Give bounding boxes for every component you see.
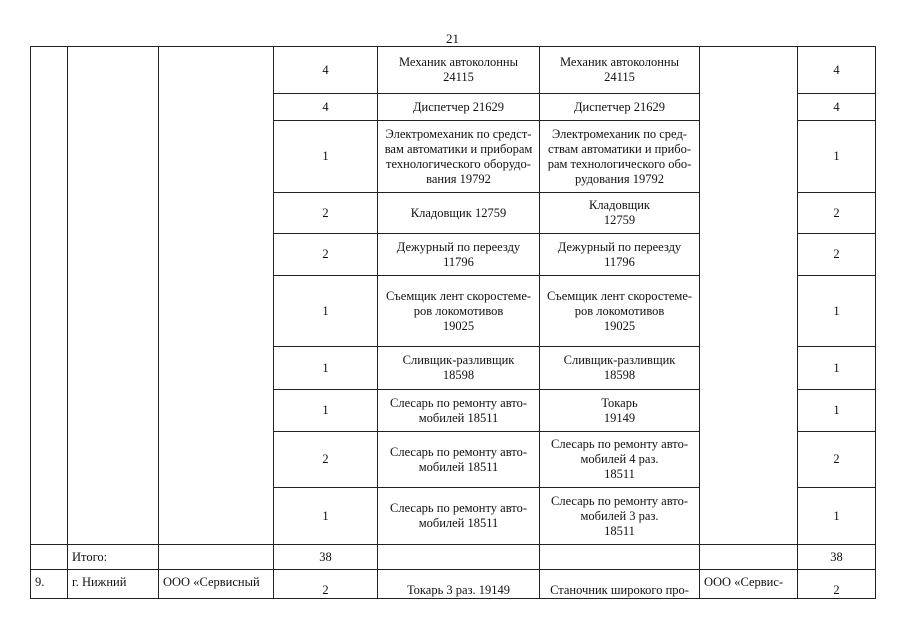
new-quantity: 2 xyxy=(798,570,876,599)
city-cell xyxy=(68,47,159,545)
new-organization: ООО «Сервис- xyxy=(700,570,798,599)
row-number: 9. xyxy=(31,570,68,599)
new-profession: Станочник широкого про- xyxy=(540,570,700,599)
profession-cell: Съемщик лент скоростеме- ров локомотивов 19025 xyxy=(378,276,540,347)
quantity-cell: 4 xyxy=(274,94,378,121)
row-number-cell xyxy=(31,47,68,545)
total-quantity-new: 38 xyxy=(798,545,876,570)
total-label: Итого: xyxy=(68,545,159,570)
profession-cell: Дежурный по переезду 11796 xyxy=(378,234,540,276)
profession-cell: Электромеханик по средст- вам автоматики и приборам технологического оборудо- вания 19792 xyxy=(378,121,540,193)
quantity-cell: 2 xyxy=(274,193,378,234)
new-quantity-cell: 1 xyxy=(798,347,876,390)
quantity-cell: 4 xyxy=(274,47,378,94)
total-quantity: 38 xyxy=(274,545,378,570)
profession-cell: Диспетчер 21629 xyxy=(378,94,540,121)
new-profession-cell: Механик автоколонны 24115 xyxy=(540,47,700,94)
new-quantity-cell: 2 xyxy=(798,234,876,276)
quantity-cell: 1 xyxy=(274,488,378,545)
new-profession-cell: Слесарь по ремонту авто- мобилей 3 раз. 18511 xyxy=(540,488,700,545)
profession-cell: Кладовщик 12759 xyxy=(378,193,540,234)
total-number-cell xyxy=(31,545,68,570)
total-row xyxy=(31,545,876,570)
profession: Токарь 3 раз. 19149 xyxy=(378,570,540,599)
new-profession-cell: Диспетчер 21629 xyxy=(540,94,700,121)
new-quantity-cell: 1 xyxy=(798,488,876,545)
total-empty-cell xyxy=(159,545,274,570)
new-profession-cell: Кладовщик 12759 xyxy=(540,193,700,234)
staffing-table xyxy=(30,46,876,599)
quantity-cell: 1 xyxy=(274,390,378,432)
new-profession-cell: Дежурный по переезду 11796 xyxy=(540,234,700,276)
total-empty-cell xyxy=(540,545,700,570)
quantity-cell: 1 xyxy=(274,121,378,193)
total-empty-cell xyxy=(378,545,540,570)
page-number: 21 xyxy=(446,31,459,46)
organization: ООО «Сервисный xyxy=(159,570,274,599)
new-quantity-cell: 4 xyxy=(798,47,876,94)
quantity-cell: 1 xyxy=(274,347,378,390)
city: г. Нижний xyxy=(68,570,159,599)
new-profession-cell: Слесарь по ремонту авто- мобилей 4 раз. 18511 xyxy=(540,432,700,488)
organization-cell xyxy=(159,47,274,545)
profession-cell: Слесарь по ремонту авто- мобилей 18511 xyxy=(378,390,540,432)
profession-cell: Механик автоколонны 24115 xyxy=(378,47,540,94)
quantity-cell: 2 xyxy=(274,432,378,488)
quantity-cell: 2 xyxy=(274,234,378,276)
new-profession-cell: Электромеханик по сред- ствам автоматики и прибо- рам технологического обо- рудования 19792 xyxy=(540,121,700,193)
new-profession-cell: Съемщик лент скоростеме- ров локомотивов 19025 xyxy=(540,276,700,347)
table-row xyxy=(31,47,876,94)
new-quantity-cell: 4 xyxy=(798,94,876,121)
new-profession-cell: Сливщик-разливщик 18598 xyxy=(540,347,700,390)
profession-cell: Слесарь по ремонту авто- мобилей 18511 xyxy=(378,488,540,545)
new-organization-cell xyxy=(700,47,798,545)
table-row xyxy=(31,570,876,599)
new-quantity-cell: 1 xyxy=(798,276,876,347)
profession-cell: Слесарь по ремонту авто- мобилей 18511 xyxy=(378,432,540,488)
new-quantity-cell: 1 xyxy=(798,121,876,193)
new-quantity-cell: 2 xyxy=(798,193,876,234)
new-quantity-cell: 1 xyxy=(798,390,876,432)
profession-cell: Сливщик-разливщик 18598 xyxy=(378,347,540,390)
quantity-cell: 1 xyxy=(274,276,378,347)
quantity: 2 xyxy=(274,570,378,599)
new-quantity-cell: 2 xyxy=(798,432,876,488)
new-profession-cell: Токарь 19149 xyxy=(540,390,700,432)
total-empty-cell xyxy=(700,545,798,570)
table-body xyxy=(31,47,876,599)
